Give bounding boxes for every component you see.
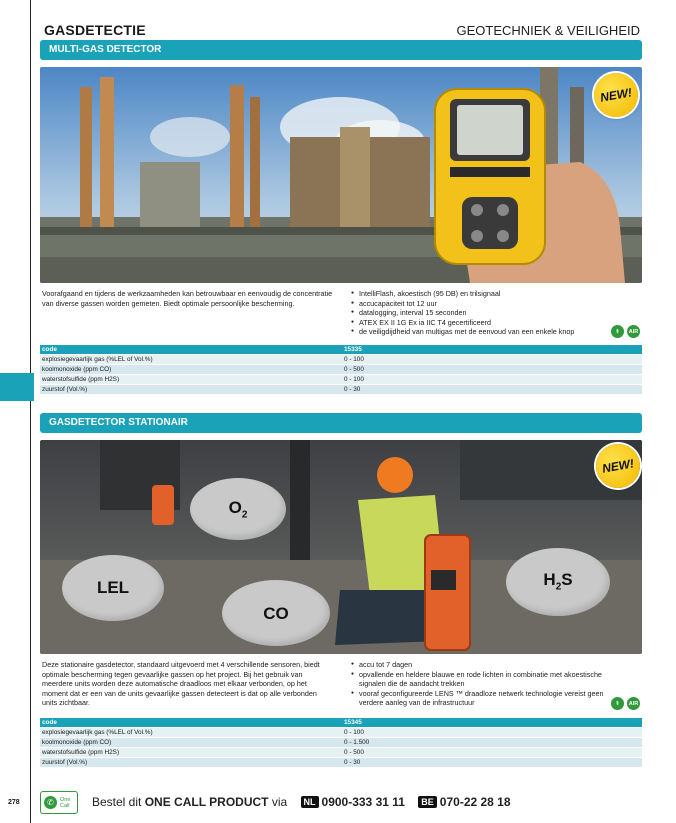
gas-label-lel: LEL — [96, 578, 130, 597]
one-call-logo-text: One Call — [60, 796, 71, 809]
probe-icon: ⚕ — [611, 325, 624, 338]
table-cell: koolmonoxide (ppm CO) — [40, 738, 342, 748]
new-badge: NEW! — [593, 441, 642, 492]
table-cell: 0 - 500 — [342, 748, 642, 758]
table-cell: explosiegevaarlijk gas (%LEL of Vol.%) — [40, 728, 342, 738]
table-header-row — [40, 718, 642, 728]
order-product: ONE CALL PRODUCT — [144, 795, 269, 809]
table-row — [40, 738, 642, 748]
order-line — [92, 795, 511, 809]
phone-nl: 0900-333 31 11 — [321, 795, 405, 809]
multigas-photo — [40, 67, 642, 283]
order-prefix: Bestel dit — [92, 795, 145, 809]
table-cell: 0 - 1.500 — [342, 738, 642, 748]
new-badge: NEW! — [591, 70, 642, 121]
table-row — [40, 758, 642, 768]
table-row — [40, 365, 642, 375]
stationary-description: Deze stationaire gasdetector, standaard uitgevoerd met 4 verschillende sensoren, biedt optimale bescherming tegen gevaarlijke gassen op het project. Bij het gebruik van meerdere units worden deze automatische draadloos met elkaar verbonden, op het moment dat er een van de units gevaarlijke gassen detecteert is dat op alle verbonden units zichtbaar. — [42, 660, 320, 708]
stationary-features — [351, 660, 611, 708]
multigas-description: Voorafgaand en tijdens de werkzaamheden kan betrouwbaar en eenvoudig de concentratie van diverse gassen worden gemeten. Biedt optimale persoonlijke bescherming. — [42, 289, 333, 308]
stationary-icons — [611, 697, 640, 710]
table-row — [40, 728, 642, 738]
section-band-multigas: MULTI-GAS DETECTOR — [40, 40, 642, 60]
table-header-row — [40, 345, 642, 355]
table-header-cell: code — [40, 345, 342, 355]
section-band-stationary: GASDETECTOR STATIONAIR — [40, 413, 642, 433]
table-cell: 0 - 100 — [342, 355, 642, 365]
multigas-icons — [611, 325, 640, 338]
table-header-cell: 15345 — [342, 718, 642, 728]
probe-icon: ⚕ — [611, 697, 624, 710]
multigas-features — [351, 289, 611, 337]
table-cell: zuurstof (Vol.%) — [40, 758, 342, 768]
phone-icon: ✆ — [44, 796, 57, 809]
table-cell: 0 - 100 — [342, 728, 642, 738]
table-row — [40, 375, 642, 385]
feature-item: ● accucapaciteit tot 12 uur — [351, 299, 611, 309]
table-row — [40, 355, 642, 365]
gas-label-h2s: $H_2S$ — [543, 570, 573, 593]
feature-item: ● IntelliFlash, akoestisch (95 DB) en trilsignaal — [351, 289, 611, 299]
table-cell: 0 - 30 — [342, 385, 642, 395]
air-icon: AIR — [627, 325, 640, 338]
gas-label-o2: $O_2$ — [228, 498, 248, 521]
phone-be: 070-22 28 18 — [439, 795, 511, 809]
page-footer — [0, 790, 676, 816]
multigas-spec-table — [40, 345, 642, 395]
feature-item: ● vooraf geconfigureerde LENS ™ draadloze netwerk technologie vereist geen verdere aanleg van de infrastructuur — [351, 689, 611, 708]
table-cell: koolmonoxide (ppm CO) — [40, 365, 342, 375]
feature-item: ● de veiligdijdheid van multigas met de eenvoud van een enkele knop — [351, 327, 611, 337]
air-icon: AIR — [627, 697, 640, 710]
feature-item: ● datalogging, interval 15 seconden — [351, 308, 611, 318]
table-cell: 0 - 100 — [342, 375, 642, 385]
left-margin-line — [30, 0, 31, 823]
stationary-photo — [40, 440, 642, 654]
feature-item: ● opvallende en heldere blauwe en rode lichten in combinatie met akoestische signalen die de aandacht trekken — [351, 670, 611, 689]
one-call-logo — [40, 791, 78, 814]
feature-item: ● ATEX EX II 1G Ex ia IIC T4 gecertificeerd — [351, 318, 611, 328]
table-header-cell: 15335 — [342, 345, 642, 355]
table-cell: 0 - 30 — [342, 758, 642, 768]
category-title: GEOTECHNIEK & VEILIGHEID — [456, 23, 640, 38]
table-cell: 0 - 500 — [342, 365, 642, 375]
country-nl-badge: NL — [301, 796, 319, 808]
table-cell: zuurstof (Vol.%) — [40, 385, 342, 395]
worksite-illustration — [40, 440, 642, 654]
country-be-badge: BE — [418, 796, 437, 808]
table-cell: waterstofsulfide (ppm H2S) — [40, 748, 342, 758]
gas-label-co: CO — [263, 604, 289, 623]
table-cell: explosiegevaarlijk gas (%LEL of Vol.%) — [40, 355, 342, 365]
table-row — [40, 385, 642, 395]
page-number: 278 — [8, 799, 20, 806]
table-row — [40, 748, 642, 758]
table-header-cell: code — [40, 718, 342, 728]
stationary-spec-table — [40, 718, 642, 768]
order-suffix: via — [268, 795, 288, 809]
page-title: GASDETECTIE — [44, 22, 146, 38]
refinery-illustration — [40, 67, 642, 283]
chapter-tab — [0, 373, 34, 401]
table-cell: waterstofsulfide (ppm H2S) — [40, 375, 342, 385]
feature-item: ● accu tot 7 dagen — [351, 660, 611, 670]
